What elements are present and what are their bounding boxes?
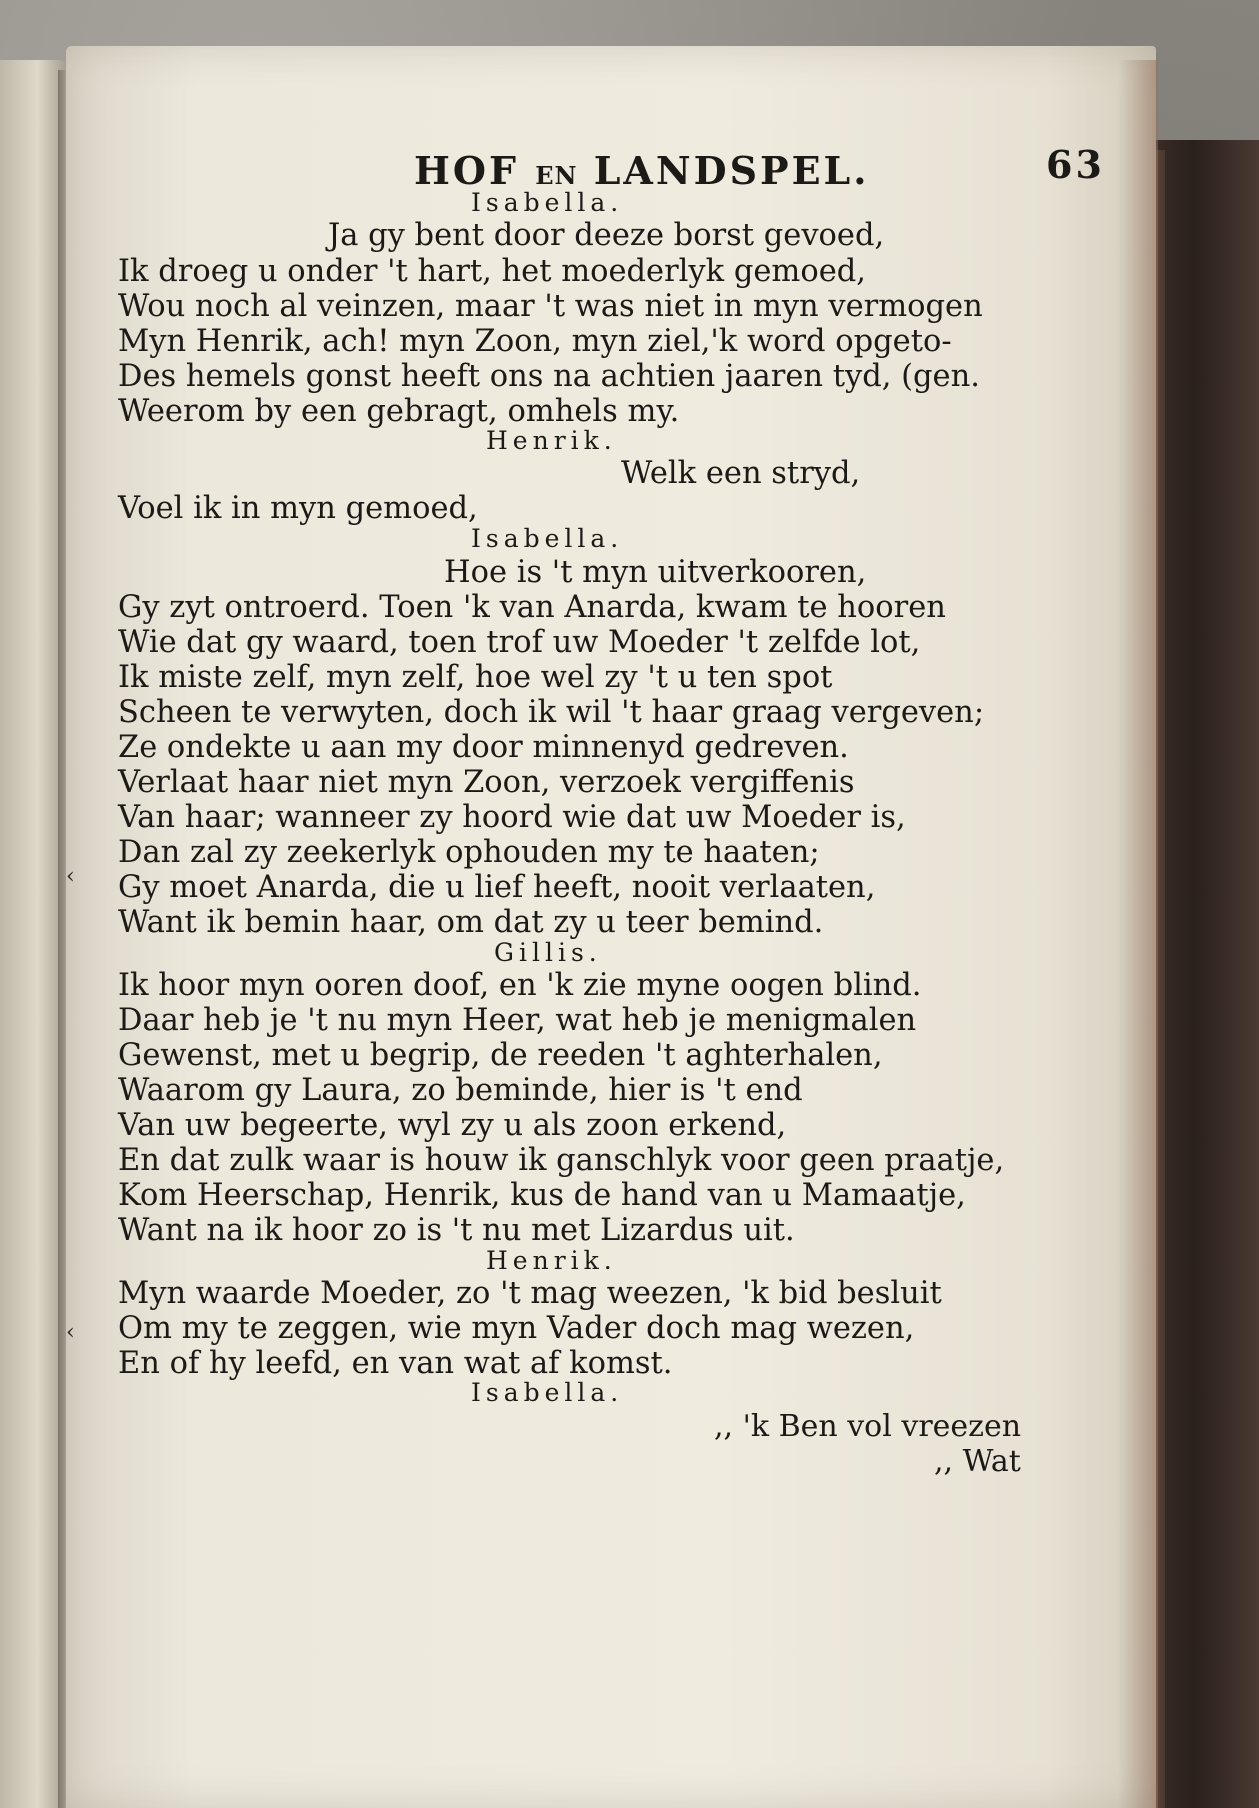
verse-line: Ik miste zelf, myn zelf, hoe wel zy 't u ten spot — [118, 660, 833, 695]
page-text — [66, 0, 1156, 1808]
verse-line: Om my te zeggen, wie myn Vader doch mag wezen, — [118, 1311, 915, 1346]
verse-line: Des hemels gonst heeft ons na achtien jaaren tyd, (gen. — [118, 359, 980, 394]
title-word-hof: HOF — [414, 148, 519, 193]
verse-line: Myn Henrik, ach! myn Zoon, myn ziel,'k word opgeto- — [118, 324, 952, 359]
catchword: ,, Wat — [934, 1444, 1021, 1479]
verse-line: Waarom gy Laura, zo beminde, hier is 't end — [118, 1073, 803, 1108]
speaker-heading: Isabella. — [471, 1378, 624, 1407]
verse-line: Ja gy bent door deeze borst gevoed, — [328, 218, 885, 253]
title-word-en: EN — [535, 161, 578, 190]
speaker-heading: Henrik. — [486, 426, 617, 455]
speaker-heading: Isabella. — [471, 524, 624, 553]
verse-line: Ze ondekte u aan my door minnenyd gedreven. — [118, 730, 849, 765]
verse-line: Wie dat gy waard, toen trof uw Moeder 't zelfde lot, — [118, 625, 921, 660]
verse-line: Ik droeg u onder 't hart, het moederlyk gemoed, — [118, 254, 866, 289]
verse-line: Weerom by een gebragt, omhels my. — [118, 394, 680, 429]
margin-tick-mark: ‹ — [66, 1320, 75, 1345]
speaker-heading: Isabella. — [471, 188, 624, 217]
verse-line: Wou noch al veinzen, maar 't was niet in myn vermogen — [118, 289, 983, 324]
verse-line: En dat zulk waar is houw ik ganschlyk voor geen praatje, — [118, 1143, 1005, 1178]
verse-line: Van uw begeerte, wyl zy u als zoon erkend, — [118, 1108, 787, 1143]
verse-line: ,, 'k Ben vol vreezen — [714, 1409, 1022, 1444]
verse-line: Van haar; wanneer zy hoord wie dat uw Moeder is, — [118, 800, 906, 835]
title-word-landspel: LANDSPEL. — [593, 148, 870, 193]
verse-line: Welk een stryd, — [621, 456, 861, 491]
book-cover — [1150, 140, 1259, 1808]
verse-line: En of hy leefd, en van wat af komst. — [118, 1346, 673, 1381]
verse-line: Scheen te verwyten, doch ik wil 't haar graag vergeven; — [118, 695, 985, 730]
running-title — [414, 148, 870, 193]
verse-line: Daar heb je 't nu myn Heer, wat heb je menigmalen — [118, 1003, 917, 1038]
page-number: 63 — [1046, 142, 1105, 187]
verse-line: Want ik bemin haar, om dat zy u teer bemind. — [118, 905, 824, 940]
verse-line: Gewenst, met u begrip, de reeden 't aghterhalen, — [118, 1038, 883, 1073]
speaker-heading: Henrik. — [486, 1246, 617, 1275]
verse-line: Hoe is 't myn uitverkooren, — [444, 555, 867, 590]
verse-line: Gy zyt ontroerd. Toen 'k van Anarda, kwam te hooren — [118, 590, 946, 625]
verse-line: Myn waarde Moeder, zo 't mag weezen, 'k bid besluit — [118, 1276, 942, 1311]
verse-line: Dan zal zy zeekerlyk ophouden my te haaten; — [118, 835, 820, 870]
verse-line: Kom Heerschap, Henrik, kus de hand van u Mamaatje, — [118, 1178, 966, 1213]
margin-tick-mark: ‹ — [66, 864, 75, 889]
verse-line: Want na ik hoor zo is 't nu met Lizardus uit. — [118, 1213, 795, 1248]
verse-line: Gy moet Anarda, die u lief heeft, nooit verlaaten, — [118, 870, 876, 905]
verse-line: Verlaat haar niet myn Zoon, verzoek vergiffenis — [118, 765, 855, 800]
verse-line: Ik hoor myn ooren doof, en 'k zie myne oogen blind. — [118, 968, 922, 1003]
speaker-heading: Gillis. — [494, 938, 602, 967]
verse-line: Voel ik in myn gemoed, — [118, 491, 478, 526]
